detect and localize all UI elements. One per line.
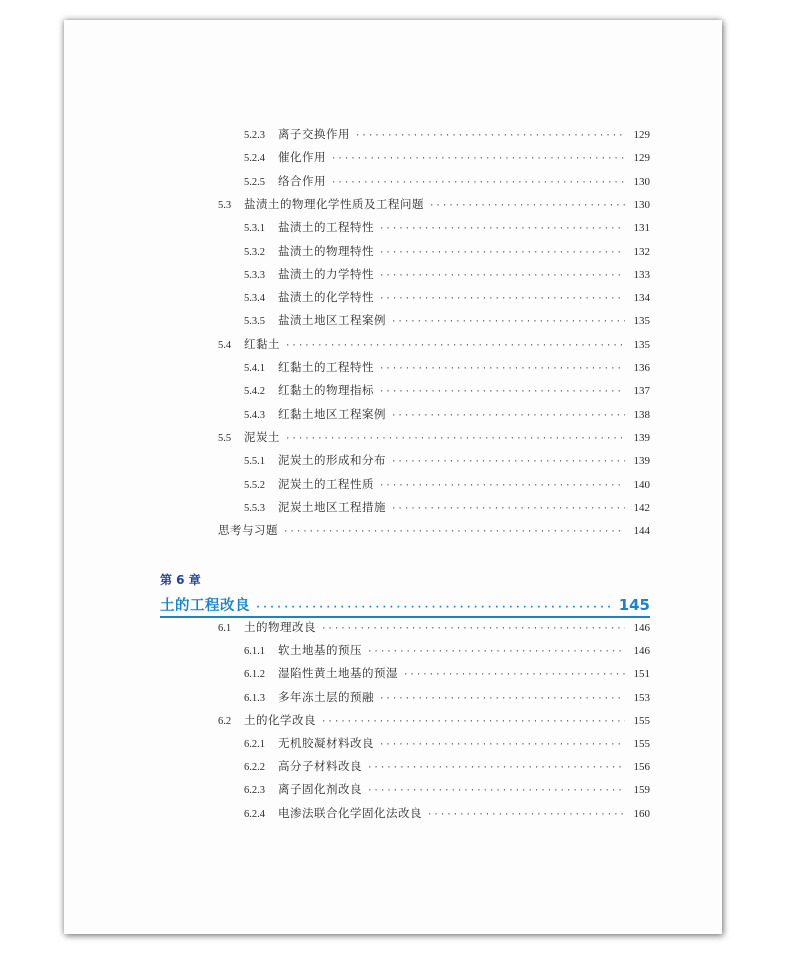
page-number: 131 [633, 222, 650, 235]
page-number: 130 [633, 175, 650, 188]
dot-leader [367, 760, 625, 776]
section-title: 络合作用 [278, 173, 326, 188]
section-number: 6.1 [218, 623, 232, 634]
section-number: 5.3.5 [244, 316, 265, 328]
toc-entry[interactable] [244, 406, 650, 424]
section-title: 软土地基的预压 [278, 643, 362, 658]
dot-leader [379, 691, 625, 707]
dot-leader [391, 454, 625, 470]
section-title: 离子固化剂改良 [278, 782, 362, 797]
toc-entry[interactable] [244, 173, 650, 191]
toc-entry[interactable] [218, 429, 650, 447]
section-number: 5.4.1 [244, 363, 265, 374]
section-title: 电渗法联合化学固化法改良 [278, 805, 422, 820]
toc-entry[interactable] [244, 452, 650, 470]
section-number: 6.1.1 [244, 646, 265, 658]
dot-leader [391, 408, 625, 424]
section-number: 6.2.4 [244, 808, 265, 820]
toc-entry[interactable] [244, 219, 650, 237]
section-number: 5.5.1 [244, 456, 265, 468]
dot-leader [403, 667, 625, 683]
page-number: 139 [633, 455, 650, 468]
section-title: 湿陷性黄土地基的预湿 [278, 666, 398, 681]
page-number: 135 [633, 338, 650, 351]
section-title: 盐渍土的物理化学性质及工程问题 [244, 196, 424, 211]
section-title: 红黏土 [244, 336, 280, 351]
dot-leader [283, 524, 625, 540]
dot-leader [321, 621, 625, 637]
section-number: 5.5.2 [244, 479, 265, 491]
toc-entry[interactable] [244, 312, 650, 330]
page-number: 133 [633, 268, 650, 281]
toc-entry[interactable] [244, 805, 650, 823]
page-number: 160 [633, 807, 650, 820]
toc-entry[interactable] [218, 712, 650, 730]
page-number: 132 [633, 245, 650, 258]
dot-leader [379, 245, 625, 261]
section-title: 高分子材料改良 [278, 759, 362, 774]
dot-leader [391, 314, 625, 330]
section-title: 土的物理改良 [244, 620, 316, 634]
table-of-contents [64, 20, 722, 934]
toc-entry[interactable] [244, 359, 650, 377]
section-title: 盐渍土地区工程案例 [278, 313, 386, 328]
page-number: 138 [633, 408, 650, 421]
toc-entry[interactable] [218, 619, 650, 637]
toc-entry[interactable] [244, 243, 650, 261]
section-number: 6.2.2 [244, 762, 265, 774]
dot-leader [379, 478, 625, 494]
page-number: 129 [633, 129, 650, 141]
section-title: 思考与习题 [218, 523, 278, 538]
page-number: 156 [633, 761, 650, 774]
page-number: 146 [633, 622, 650, 634]
section-title: 盐渍土的物理特性 [278, 243, 374, 258]
page-number: 140 [633, 478, 650, 491]
book-page [64, 20, 722, 934]
dot-leader [427, 807, 625, 823]
toc-entry[interactable] [244, 289, 650, 307]
page-number: 136 [633, 362, 650, 374]
section-title: 红黏土的工程特性 [278, 360, 374, 374]
page-number: 130 [633, 198, 650, 211]
section-number: 5.5 [218, 432, 232, 444]
toc-entry[interactable] [244, 689, 650, 707]
section-number: 6.2 [218, 715, 232, 727]
toc-entry[interactable] [244, 642, 650, 660]
page-number: 139 [633, 431, 650, 444]
chapter-label: 第 6 章 [160, 573, 201, 587]
page-number: 135 [633, 315, 650, 328]
section-number: 5.3.2 [244, 246, 265, 258]
toc-entry[interactable] [244, 266, 650, 284]
chapter-page-number: 145 [618, 596, 650, 614]
section-number: 5.4.3 [244, 409, 265, 421]
chapter-heading[interactable] [160, 594, 650, 615]
dot-leader [285, 431, 625, 447]
dot-leader [321, 714, 625, 730]
section-number: 6.1.2 [244, 669, 265, 681]
section-number: 5.4 [218, 339, 232, 351]
dot-leader [331, 151, 625, 167]
section-number: 5.2.3 [244, 130, 265, 141]
section-number: 5.3.1 [244, 223, 265, 235]
page-number: 134 [633, 292, 650, 305]
dot-leader [355, 128, 625, 144]
dot-leader [379, 384, 625, 400]
page-number: 142 [633, 501, 650, 514]
section-number: 5.4.2 [244, 386, 265, 398]
toc-entry[interactable] [218, 522, 650, 540]
page-number: 146 [633, 645, 650, 658]
section-title: 红黏土地区工程案例 [278, 406, 386, 421]
section-title: 盐渍土的力学特性 [278, 266, 374, 281]
section-title: 泥炭土的工程性质 [278, 476, 374, 491]
toc-entry[interactable] [244, 499, 650, 517]
dot-leader [379, 268, 625, 284]
section-number: 5.3.4 [244, 293, 265, 305]
toc-entry[interactable] [244, 735, 650, 753]
page-number: 144 [633, 525, 650, 538]
section-number: 6.2.1 [244, 739, 265, 750]
dot-leader [367, 644, 625, 660]
section-number: 6.2.3 [244, 785, 265, 797]
section-number: 5.3 [218, 199, 232, 211]
toc-entry[interactable] [244, 758, 650, 776]
dot-leader [367, 783, 625, 799]
page-number: 151 [633, 668, 650, 681]
section-title: 泥炭土 [244, 429, 280, 444]
dot-leader [379, 221, 625, 237]
toc-entry[interactable] [244, 665, 650, 683]
dot-leader [379, 291, 625, 307]
dot-leader [255, 602, 614, 613]
section-number: 5.2.5 [244, 176, 265, 188]
page-number: 137 [633, 385, 650, 398]
toc-entry[interactable] [244, 781, 650, 799]
section-title: 无机胶凝材料改良 [278, 736, 374, 750]
section-title: 离子交换作用 [278, 127, 350, 141]
section-number: 5.2.4 [244, 153, 265, 165]
toc-entry[interactable] [244, 126, 650, 144]
section-title: 泥炭土地区工程措施 [278, 499, 386, 514]
page-number: 155 [633, 738, 650, 750]
section-title: 催化作用 [278, 150, 326, 165]
page-number: 159 [633, 784, 650, 797]
toc-entry[interactable] [218, 196, 650, 214]
dot-leader [331, 175, 625, 191]
dot-leader [429, 198, 625, 214]
page-number: 129 [633, 152, 650, 165]
page-number: 153 [633, 691, 650, 704]
toc-entry[interactable] [218, 336, 650, 354]
chapter-title: 土的工程改良 [160, 597, 250, 614]
section-number: 5.5.3 [244, 502, 265, 514]
section-title: 泥炭土的形成和分布 [278, 453, 386, 468]
chapter-rule [160, 616, 650, 618]
dot-leader [379, 361, 625, 377]
section-title: 红黏土的物理指标 [278, 383, 374, 398]
section-title: 土的化学改良 [244, 712, 316, 727]
dot-leader [285, 338, 625, 354]
toc-entry[interactable] [244, 149, 650, 167]
dot-leader [391, 501, 625, 517]
section-title: 多年冻土层的预融 [278, 689, 374, 704]
section-title: 盐渍土的化学特性 [278, 290, 374, 305]
section-number: 6.1.3 [244, 692, 265, 704]
dot-leader [379, 737, 625, 753]
page-number: 155 [633, 714, 650, 727]
section-title: 盐渍土的工程特性 [278, 220, 374, 235]
section-number: 5.3.3 [244, 269, 265, 281]
toc-entry[interactable] [244, 476, 650, 494]
toc-entry[interactable] [244, 382, 650, 400]
